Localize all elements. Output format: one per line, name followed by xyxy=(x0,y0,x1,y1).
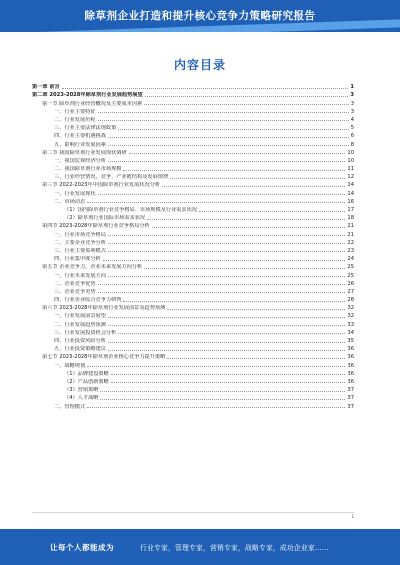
toc-leader-dots xyxy=(108,137,349,138)
toc-entry-page: 3 xyxy=(350,92,354,99)
toc-leader-dots xyxy=(170,178,345,179)
toc-entry-page: 36 xyxy=(347,378,354,385)
toc-leader-dots xyxy=(108,251,346,252)
page-divider xyxy=(32,512,354,513)
toc-entry-title: 二、主要企业竞争分析 xyxy=(54,239,106,246)
toc-entry-page: 25 xyxy=(347,264,354,271)
toc-entry[interactable] xyxy=(32,295,354,303)
toc-entry-page: 23 xyxy=(347,247,354,254)
toc-leader-dots xyxy=(167,309,345,310)
toc-entry[interactable] xyxy=(32,393,354,401)
toc-leader-dots xyxy=(108,317,346,318)
report-header xyxy=(0,0,400,32)
toc-leader-dots xyxy=(144,268,345,269)
footer-tags: 行业专家，管理专家，营销专家，战略专家，成功企业家…… xyxy=(140,544,329,552)
toc-entry-page: 36 xyxy=(347,346,354,353)
toc-entry-page: 10 xyxy=(347,149,354,156)
toc-entry-page: 21 xyxy=(347,223,354,230)
toc-leader-dots xyxy=(87,407,345,408)
toc-entry[interactable] xyxy=(32,369,354,377)
toc-entry-title: 第三节 2022-2023年中国除草剂行业发展状况分析 xyxy=(42,182,161,189)
toc-entry-title: 一、行业发展前景展望 xyxy=(54,313,106,320)
toc-leader-dots xyxy=(98,284,346,285)
toc-entry-title: 第六节 2023-2028年除草剂行业发展前景及趋势预测 xyxy=(42,305,166,312)
toc-entry-title: 四、行业主要机遇挑战 xyxy=(54,133,106,140)
toc-entry-title: 二、行业发展历程 xyxy=(54,116,96,123)
toc-entry-page: 26 xyxy=(347,280,354,287)
toc-leader-dots xyxy=(145,96,349,97)
toc-entry[interactable] xyxy=(32,197,354,205)
toc-leader-dots xyxy=(87,366,345,367)
toc-entry-page: 25 xyxy=(347,272,354,279)
toc-leader-dots xyxy=(108,276,346,277)
toc-entry-page: 22 xyxy=(347,239,354,246)
toc-entry[interactable] xyxy=(32,148,354,156)
toc-entry-title: 一、行业主要特征 xyxy=(54,108,96,115)
toc-entry[interactable] xyxy=(32,180,354,188)
toc-leader-dots xyxy=(147,219,345,220)
toc-entry-page: 5 xyxy=(350,125,354,132)
toc-entry[interactable] xyxy=(32,131,354,139)
toc-entry[interactable] xyxy=(32,98,354,106)
toc-leader-dots xyxy=(111,374,346,375)
toc-entry-page: 27 xyxy=(347,288,354,295)
toc-leader-dots xyxy=(103,260,346,261)
toc-leader-dots xyxy=(108,161,346,162)
toc-entry-page: 32 xyxy=(347,313,354,320)
toc-entry-page: 3 xyxy=(350,108,354,115)
report-title: 除草剂企业打造和提升核心竞争力策略研究报告 xyxy=(84,10,316,22)
toc-entry[interactable] xyxy=(32,352,354,360)
toc-entry-page: 24 xyxy=(347,256,354,263)
toc-entry-title: 一、行业市场竞争格局 xyxy=(54,231,106,238)
toc-leader-dots xyxy=(98,120,349,121)
toc-entry-page: 4 xyxy=(350,116,354,123)
toc-leader-dots xyxy=(98,292,346,293)
toc-entry[interactable] xyxy=(32,221,354,229)
toc-entry[interactable] xyxy=(32,328,354,336)
toc-entry-page: 8 xyxy=(350,141,354,148)
toc-entry-title: 三、行业主要法律法规政策 xyxy=(54,125,117,132)
toc-leader-dots xyxy=(118,129,348,130)
toc-entry-title: 第二章 2023-2028年除草剂行业发展趋势展望 xyxy=(32,92,143,99)
toc-entry-title: 三、行业主要盈利模式 xyxy=(54,247,106,254)
toc-entry[interactable] xyxy=(32,279,354,287)
toc-leader-dots xyxy=(98,112,349,113)
toc-entry-page: 35 xyxy=(347,338,354,344)
report-footer xyxy=(0,529,400,565)
toc-entry-page: 3 xyxy=(350,100,354,107)
toc-entry[interactable] xyxy=(32,188,354,196)
toc-entry[interactable] xyxy=(32,82,354,90)
toc-entry-page: 11 xyxy=(347,166,354,173)
toc-leader-dots xyxy=(167,358,345,359)
toc-entry[interactable] xyxy=(32,385,354,393)
toc-entry[interactable] xyxy=(32,262,354,270)
toc-entry-title: 第四节 2023-2028年除草剂行业竞争格局分析 xyxy=(42,223,150,230)
toc-entry-title: （1）国内除草剂行业竞争格局、市场规模及行业需求状况 xyxy=(64,207,197,213)
toc-entry[interactable] xyxy=(32,319,354,327)
toc-entry-page: 36 xyxy=(347,354,354,361)
toc-leader-dots xyxy=(108,243,346,244)
toc-entry-title: 第一节 除草剂行业经营概况及主要成本因素 xyxy=(42,100,143,107)
toc-entry-title: 四、行业企业综合竞争力研判 xyxy=(54,297,122,304)
toc-entry-title: 四、行业投资风险分析 xyxy=(54,338,106,344)
toc-entry[interactable] xyxy=(32,213,354,221)
toc-entry[interactable] xyxy=(32,229,354,237)
toc-entry-page: 34 xyxy=(347,329,354,336)
toc-leader-dots xyxy=(118,333,345,334)
toc-entry-title: 第五节 企业竞争力，企业未来发展方向分析 xyxy=(42,264,143,271)
toc-entry[interactable] xyxy=(32,344,354,352)
toc-leader-dots xyxy=(98,194,346,195)
toc-leader-dots xyxy=(129,153,346,154)
toc-leader-dots xyxy=(108,342,346,343)
toc-entry[interactable] xyxy=(32,246,354,254)
toc-entry-page: 1 xyxy=(350,84,354,91)
toc-entry-title: （2）产品创新策略 xyxy=(64,378,109,385)
toc-leader-dots xyxy=(152,227,346,228)
toc-entry-page: 18 xyxy=(347,215,354,222)
toc-entry-page: 10 xyxy=(347,157,354,164)
toc-entry-page: 21 xyxy=(347,231,354,238)
toc-leader-dots xyxy=(199,211,345,212)
toc-entry[interactable] xyxy=(32,107,354,115)
toc-entry[interactable] xyxy=(32,336,354,344)
toc-entry[interactable] xyxy=(32,270,354,278)
toc-entry[interactable] xyxy=(32,303,354,311)
toc-leader-dots xyxy=(62,88,349,89)
toc-entry[interactable] xyxy=(32,90,354,98)
toc-entry[interactable] xyxy=(32,164,354,172)
toc-entry[interactable] xyxy=(32,287,354,295)
toc-entry[interactable] xyxy=(32,360,354,368)
toc-leader-dots xyxy=(87,202,345,203)
toc-entry-title: 三、企业竞争劣势 xyxy=(54,288,96,295)
toc-entry-title: 五、影响行业发展因素 xyxy=(54,141,106,148)
toc-leader-dots xyxy=(144,104,348,105)
toc-entry-page: 37 xyxy=(347,395,354,402)
toc-leader-dots xyxy=(108,145,349,146)
toc-entry-page: 14 xyxy=(347,190,354,197)
table-of-contents xyxy=(32,82,354,410)
toc-entry-page: 28 xyxy=(347,297,354,304)
toc-entry-page: 16 xyxy=(347,198,354,205)
toc-entry-title: 三、行业经营情况，竞争、产业链结构及发展规律 xyxy=(54,174,169,181)
toc-entry-title: （4）人才战略 xyxy=(64,395,99,402)
toc-entry-page: 36 xyxy=(347,370,354,377)
footer-slogan: 让每个人都能成为 xyxy=(50,543,114,552)
toc-leader-dots xyxy=(162,186,345,187)
toc-entry-page: 37 xyxy=(347,403,354,410)
toc-entry-title: （2）除草剂行业国际市场需求状况 xyxy=(64,215,146,222)
toc-entry[interactable] xyxy=(32,139,354,147)
toc-entry[interactable] xyxy=(32,401,354,409)
toc-entry[interactable] xyxy=(32,238,354,246)
toc-leader-dots xyxy=(111,382,346,383)
toc-entry-title: 第一章 前言 xyxy=(32,84,60,91)
toc-leader-dots xyxy=(123,301,345,302)
toc-entry-title: 二、企业竞争优势 xyxy=(54,280,96,287)
toc-leader-dots xyxy=(108,235,346,236)
toc-leader-dots xyxy=(100,391,345,392)
toc-entry-page: 36 xyxy=(347,362,354,369)
toc-entry-page: 32 xyxy=(347,305,354,312)
page-number: 1 xyxy=(351,514,354,519)
toc-leader-dots xyxy=(100,399,345,400)
toc-leader-dots xyxy=(123,170,345,171)
toc-entry-page: 12 xyxy=(347,174,354,181)
toc-entry[interactable] xyxy=(32,123,354,131)
toc-entry-title: （1）品牌建设策略 xyxy=(64,370,109,377)
toc-entry-page: 6 xyxy=(350,133,354,140)
toc-entry-title: 二、行业发展趋势预测 xyxy=(54,321,106,328)
toc-entry-title: 第二节 我国除草剂行业发展现状调研 xyxy=(42,149,127,156)
toc-heading: 内容目录 xyxy=(173,58,226,72)
toc-entry-title: 二、市场动态 xyxy=(54,198,86,205)
toc-entry-page: 14 xyxy=(347,182,354,189)
toc-entry[interactable] xyxy=(32,172,354,180)
toc-entry-page: 17 xyxy=(347,207,354,213)
toc-entry-title: 五、行业投资策略建议 xyxy=(54,346,106,353)
toc-entry[interactable] xyxy=(32,254,354,262)
toc-entry[interactable] xyxy=(32,311,354,319)
toc-entry-title: 二、我国除草剂行业市场规模 xyxy=(54,166,122,173)
toc-entry-title: 第七节 2023-2028年除草剂企业核心竞争力提升策略 xyxy=(42,354,166,361)
toc-entry[interactable] xyxy=(32,115,354,123)
toc-entry-title: 三、行业发展投资机会分析 xyxy=(54,329,117,336)
toc-entry-title: 一、行业未来发展方向 xyxy=(54,272,106,279)
toc-entry[interactable] xyxy=(32,205,354,213)
toc-entry-title: 一、战略规划 xyxy=(54,362,86,369)
toc-entry-page: 37 xyxy=(347,387,354,394)
toc-entry-title: 一、行业发展现状 xyxy=(54,190,96,197)
toc-entry-title: 一、我国宏观经济分析 xyxy=(54,157,106,164)
toc-entry[interactable] xyxy=(32,377,354,385)
toc-leader-dots xyxy=(108,325,346,326)
toc-entry-title: （3）营销策略 xyxy=(64,387,99,394)
toc-entry[interactable] xyxy=(32,156,354,164)
toc-entry-title: 四、行业集中度分析 xyxy=(54,256,101,263)
toc-entry-title: 二、管理模式 xyxy=(54,403,86,410)
toc-leader-dots xyxy=(108,350,346,351)
toc-entry-page: 33 xyxy=(347,321,354,328)
